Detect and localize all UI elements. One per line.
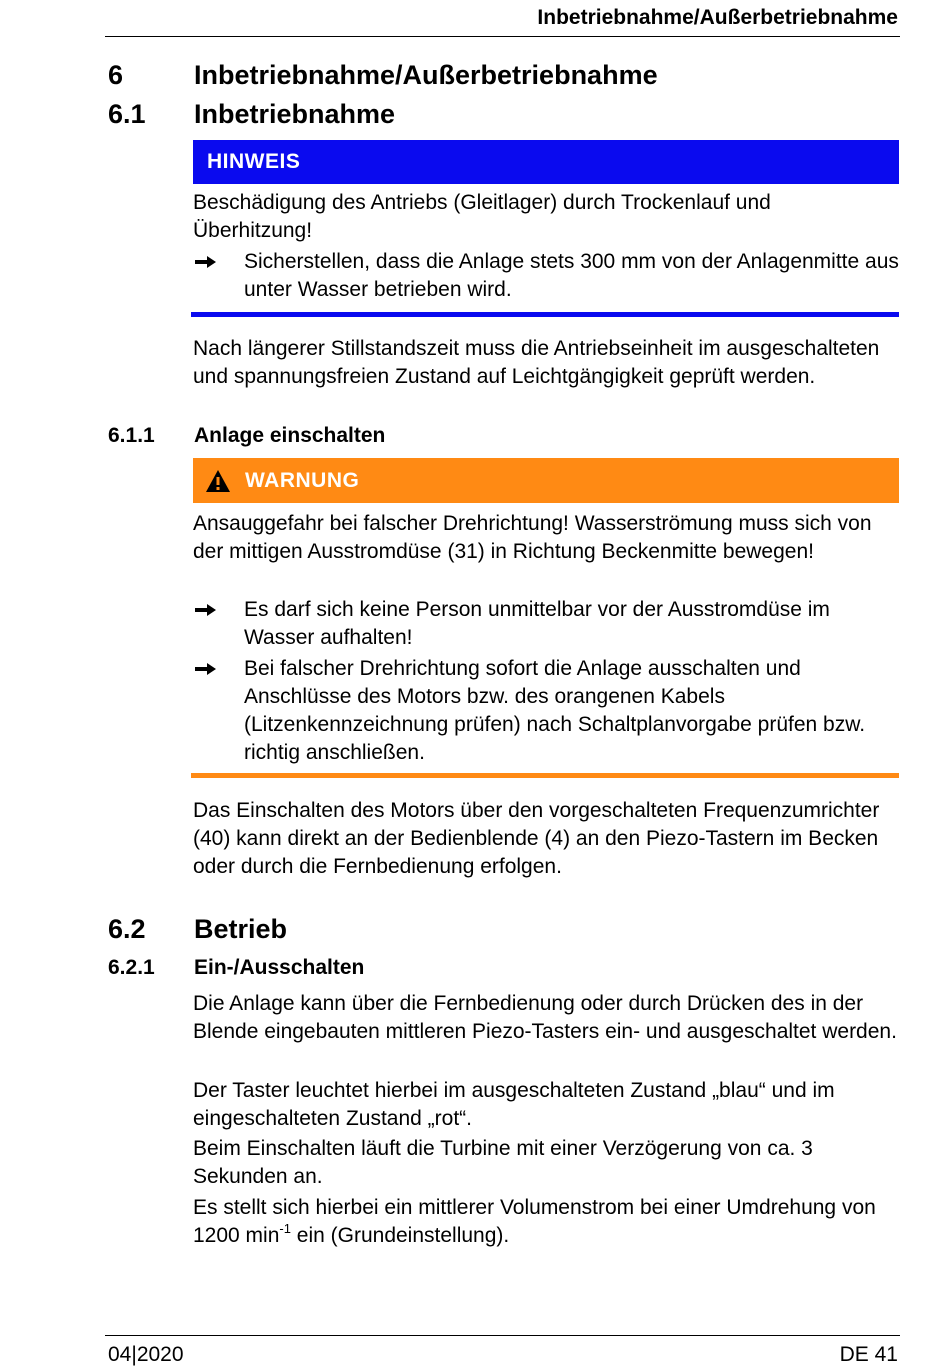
chapter-heading bbox=[108, 60, 908, 94]
paragraph-betrieb-2: Der Taster leuchtet hierbei im ausgeschalteten Zustand „blau“ und im eingeschalteten Zustand „rot“. bbox=[193, 1079, 835, 1130]
section-heading-6-1 bbox=[108, 99, 908, 133]
section-title: Betrieb bbox=[194, 914, 288, 944]
paragraph-betrieb-4-text: Es stellt sich hierbei ein mittlerer Volumenstrom bei einer Umdrehung von 1200 min bbox=[193, 1196, 876, 1247]
chapter-title: Inbetriebnahme/Außerbetriebnahme bbox=[194, 60, 658, 90]
superscript-exponent: -1 bbox=[279, 1221, 291, 1236]
page-number: DE 41 bbox=[839, 1343, 898, 1366]
subsection-title: Anlage einschalten bbox=[194, 424, 386, 447]
subsection-heading-6-1-1 bbox=[108, 424, 908, 452]
paragraph-betrieb-4-tail: ein (Grundeinstellung). bbox=[290, 1224, 510, 1247]
section-title: Inbetriebnahme bbox=[194, 99, 396, 129]
warning-bullet-text: Es darf sich keine Person unmittelbar vor der Ausstromdüse im Wasser aufhalten! bbox=[244, 598, 830, 649]
notice-label: HINWEIS bbox=[207, 150, 301, 173]
paragraph-stillstand: Nach längerer Stillstandszeit muss die Antriebseinheit im ausgeschalteten und spannungsfreien Zustand auf Leichtgängigkeit geprüft werden. bbox=[193, 337, 880, 388]
subsection-number: 6.1.1 bbox=[108, 424, 155, 447]
subsection-title: Ein-/Ausschalten bbox=[194, 956, 365, 979]
warning-label: WARNUNG bbox=[245, 468, 360, 492]
arrow-right-icon bbox=[193, 248, 219, 276]
paragraph-betrieb-3: Beim Einschalten läuft die Turbine mit einer Verzögerung von ca. 3 Sekunden an. bbox=[193, 1137, 813, 1188]
paragraph-betrieb-1: Die Anlage kann über die Fernbedienung oder durch Drücken des in der Blende eingebauten mittleren Piezo-Tasters ein- und ausgeschaltet werden. bbox=[193, 992, 897, 1043]
arrow-right-icon bbox=[193, 596, 219, 624]
warning-bottom-rule bbox=[191, 773, 899, 778]
arrow-right-icon bbox=[193, 655, 219, 683]
section-heading-6-2 bbox=[108, 914, 908, 948]
footer-divider bbox=[105, 1335, 900, 1336]
subsection-number: 6.2.1 bbox=[108, 956, 155, 979]
warning-text: Ansauggefahr bei falscher Drehrichtung! Wasserströmung muss sich von der mittigen Ausstromdüse (31) in Richtung Beckenmitte bewegen! bbox=[193, 512, 872, 563]
warning-banner bbox=[193, 458, 899, 503]
notice-bottom-rule bbox=[191, 312, 899, 317]
notice-text: Beschädigung des Antriebs (Gleitlager) durch Trockenlauf und Überhitzung! bbox=[193, 191, 771, 242]
warning-bullet-text: Bei falscher Drehrichtung sofort die Anlage ausschalten und Anschlüsse des Motors bzw. des orangenen Kabels (Litzenkennzeichnung prüfen) nach Schaltplanvorgabe prüfen bzw. richtig anschließen. bbox=[244, 657, 866, 764]
warning-triangle-icon bbox=[205, 469, 231, 493]
section-number: 6.2 bbox=[108, 914, 146, 944]
subsection-heading-6-2-1 bbox=[108, 956, 908, 984]
chapter-number: 6 bbox=[108, 60, 124, 90]
section-number: 6.1 bbox=[108, 99, 146, 129]
footer-date: 04|2020 bbox=[108, 1343, 184, 1366]
running-header: Inbetriebnahme/Außerbetriebnahme bbox=[537, 6, 898, 29]
header-divider bbox=[105, 36, 900, 37]
notice-banner bbox=[193, 140, 899, 184]
notice-bullet-text: Sicherstellen, dass die Anlage stets 300 mm von der Anlagenmitte aus unter Wasser betrieben wird. bbox=[244, 250, 899, 301]
paragraph-betrieb-4 bbox=[193, 1194, 903, 1250]
paragraph-einschalten: Das Einschalten des Motors über den vorgeschalteten Frequenzumrichter (40) kann direkt an der Bedienblende (4) an den Piezo-Tastern im Becken oder durch die Fernbedienung erfolgen. bbox=[193, 799, 880, 878]
